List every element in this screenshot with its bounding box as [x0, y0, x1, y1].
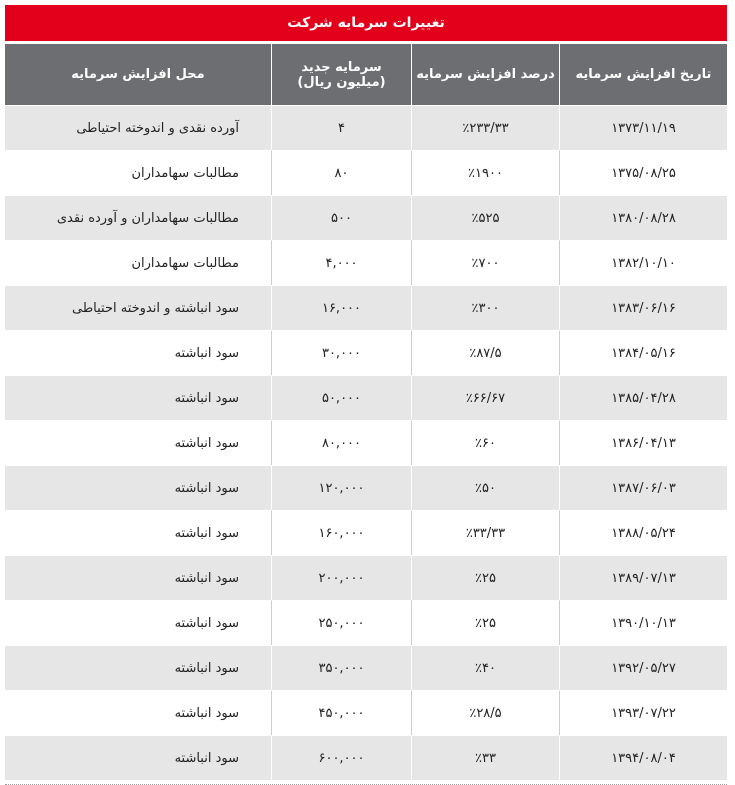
table-row — [5, 240, 727, 285]
cell-capital: ۴۵۰,۰۰۰ — [271, 690, 411, 735]
cell-location: مطالبات سهامداران و آورده نقدی — [5, 195, 271, 240]
cell-percent: ٪۷۰۰ — [411, 240, 559, 285]
cell-percent: ٪۲۵ — [411, 555, 559, 600]
cell-percent: ٪۲۸/۵ — [411, 690, 559, 735]
cell-location: سود انباشته و اندوخته احتیاطی — [5, 285, 271, 330]
cell-date: ۱۳۷۵/۰۸/۲۵ — [559, 150, 727, 195]
cell-capital: ۴ — [271, 105, 411, 150]
cell-percent: ٪۶۶/۶۷ — [411, 375, 559, 420]
capital-changes-table — [5, 41, 727, 780]
cell-location: سود انباشته — [5, 420, 271, 465]
cell-date: ۱۳۸۰/۰۸/۲۸ — [559, 195, 727, 240]
cell-location: سود انباشته — [5, 600, 271, 645]
header-capital-title: سرمایه جدید — [301, 59, 382, 75]
cell-date: ۱۳۸۸/۰۵/۲۴ — [559, 510, 727, 555]
table-row — [5, 375, 727, 420]
cell-location: سود انباشته — [5, 690, 271, 735]
cell-percent: ٪۲۵ — [411, 600, 559, 645]
cell-percent: ٪۵۲۵ — [411, 195, 559, 240]
cell-date: ۱۳۸۵/۰۴/۲۸ — [559, 375, 727, 420]
cell-location: سود انباشته — [5, 555, 271, 600]
cell-percent: ٪۸۷/۵ — [411, 330, 559, 375]
cell-date: ۱۳۸۳/۰۶/۱۶ — [559, 285, 727, 330]
cell-date: ۱۳۹۴/۰۸/۰۴ — [559, 735, 727, 780]
cell-date: ۱۳۸۲/۱۰/۱۰ — [559, 240, 727, 285]
cell-capital: ۶۰۰,۰۰۰ — [271, 735, 411, 780]
cell-capital: ۸۰,۰۰۰ — [271, 420, 411, 465]
table-row — [5, 195, 727, 240]
capital-changes-table-container — [5, 5, 727, 785]
cell-percent: ٪۳۰۰ — [411, 285, 559, 330]
cell-date: ۱۳۹۳/۰۷/۲۲ — [559, 690, 727, 735]
cell-percent: ٪۳۳ — [411, 735, 559, 780]
cell-capital: ۵۰۰ — [271, 195, 411, 240]
header-location: محل افزایش سرمایه — [5, 41, 271, 105]
table-row — [5, 150, 727, 195]
table-row — [5, 105, 727, 150]
cell-percent: ٪۲۳۳/۳۳ — [411, 105, 559, 150]
cell-percent: ٪۶۰ — [411, 420, 559, 465]
cell-capital: ۱۲۰,۰۰۰ — [271, 465, 411, 510]
table-title: تغییرات سرمایه شرکت — [5, 5, 727, 41]
table-row — [5, 645, 727, 690]
table-row — [5, 465, 727, 510]
cell-location: آورده نقدی و اندوخته احتیاطی — [5, 105, 271, 150]
cell-percent: ٪۳۳/۳۳ — [411, 510, 559, 555]
cell-location: سود انباشته — [5, 375, 271, 420]
cell-capital: ۴,۰۰۰ — [271, 240, 411, 285]
table-row — [5, 555, 727, 600]
cell-capital: ۲۰۰,۰۰۰ — [271, 555, 411, 600]
cell-capital: ۲۵۰,۰۰۰ — [271, 600, 411, 645]
table-row — [5, 690, 727, 735]
cell-percent: ٪۵۰ — [411, 465, 559, 510]
header-row — [5, 41, 727, 105]
cell-location: سود انباشته — [5, 645, 271, 690]
cell-location: سود انباشته — [5, 465, 271, 510]
cell-capital: ۳۰,۰۰۰ — [271, 330, 411, 375]
header-percent: درصد افزایش سرمایه — [411, 41, 559, 105]
header-capital-unit: (میلیون ریال) — [297, 74, 386, 90]
cell-date: ۱۳۸۹/۰۷/۱۳ — [559, 555, 727, 600]
table-row — [5, 420, 727, 465]
table-row — [5, 600, 727, 645]
cell-capital: ۱۶۰,۰۰۰ — [271, 510, 411, 555]
cell-capital: ۳۵۰,۰۰۰ — [271, 645, 411, 690]
cell-location: مطالبات سهامداران — [5, 240, 271, 285]
cell-location: سود انباشته — [5, 735, 271, 780]
cell-percent: ٪۴۰ — [411, 645, 559, 690]
header-date: تاریخ افزایش سرمایه — [559, 41, 727, 105]
cell-location: سود انباشته — [5, 330, 271, 375]
cell-date: ۱۳۷۳/۱۱/۱۹ — [559, 105, 727, 150]
table-row — [5, 330, 727, 375]
cell-percent: ٪۱۹۰۰ — [411, 150, 559, 195]
table-row — [5, 735, 727, 780]
cell-date: ۱۳۹۰/۱۰/۱۳ — [559, 600, 727, 645]
header-capital — [271, 41, 411, 105]
cell-capital: ۱۶,۰۰۰ — [271, 285, 411, 330]
table-row — [5, 510, 727, 555]
cell-capital: ۵۰,۰۰۰ — [271, 375, 411, 420]
cell-location: سود انباشته — [5, 510, 271, 555]
cell-capital: ۸۰ — [271, 150, 411, 195]
cell-date: ۱۳۸۴/۰۵/۱۶ — [559, 330, 727, 375]
cell-location: مطالبات سهامداران — [5, 150, 271, 195]
cell-date: ۱۳۹۲/۰۵/۲۷ — [559, 645, 727, 690]
cell-date: ۱۳۸۶/۰۴/۱۳ — [559, 420, 727, 465]
table-row — [5, 285, 727, 330]
cell-date: ۱۳۸۷/۰۶/۰۳ — [559, 465, 727, 510]
